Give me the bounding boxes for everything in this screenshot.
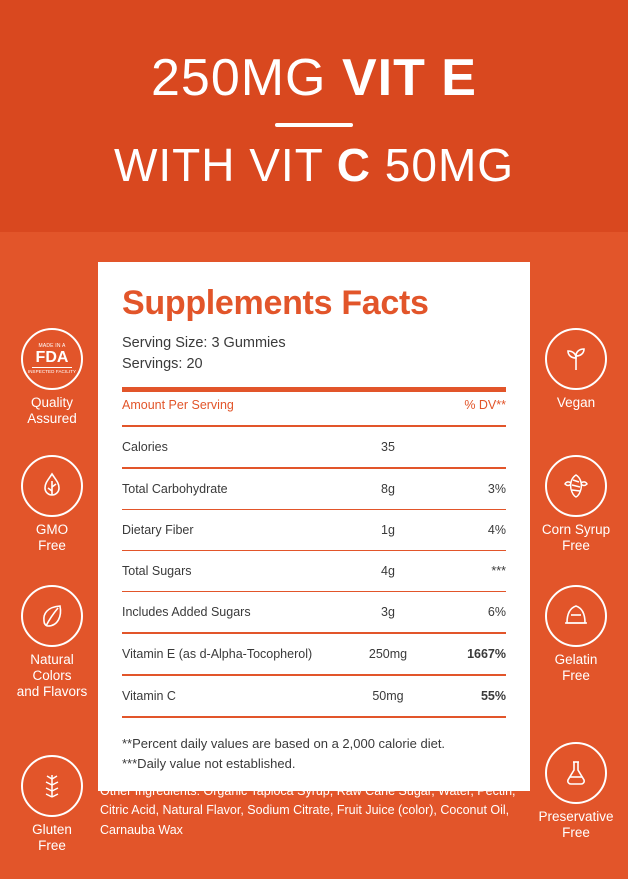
rule-1 — [122, 460, 506, 475]
table-row — [122, 433, 506, 460]
badge-corn-syrup-free — [528, 455, 624, 554]
badge-label-gelatin-free: Gelatin Free — [554, 652, 598, 684]
headline-secondary-prefix: WITH VIT — [113, 139, 337, 192]
row-amount-vitamin-c: 50mg — [372, 689, 404, 704]
corn-icon — [545, 455, 607, 517]
row-dv-total-carbohydrate: 3% — [487, 482, 506, 497]
row-amount-calories: 35 — [381, 440, 395, 455]
badge-label-preservative-free: Preservative Free — [538, 809, 614, 841]
header-band — [0, 0, 628, 232]
serving-size-label: Serving Size: — [122, 335, 208, 351]
sprout-icon — [545, 328, 607, 390]
rule-after-header — [122, 418, 506, 433]
fda-main-text: FDA — [35, 348, 69, 366]
headline-secondary-dose: 50MG — [371, 139, 515, 192]
row-name-calories: Calories — [122, 440, 168, 455]
badge-preservative-free — [528, 742, 624, 841]
fda-top-text: MADE IN A — [38, 342, 66, 349]
row-dv-added-sugars: 6% — [487, 605, 506, 620]
row-amount-vitamin-e: 250mg — [368, 647, 408, 662]
table-row — [122, 516, 506, 543]
badge-label-natural-colors: Natural Colors and Flavors — [16, 652, 88, 700]
serving-size-value: 3 Gummies — [211, 335, 286, 351]
headline-primary — [150, 48, 477, 107]
headline-secondary — [113, 139, 515, 192]
footnote-daily-values: **Percent daily values are based on a 2,000 calorie diet. — [122, 736, 446, 752]
badge-vegan — [528, 328, 624, 411]
servings-label: Servings: — [122, 356, 183, 373]
other-ingredients-text: Other Ingredients: Organic Tapioca Syrup, Raw Cane Sugar, Water, Pectin, Citric Acid, Natural Flavor, Sodium Citrate, Fruit Juice (color), Coconut Oil, Carnauba Wax — [100, 784, 516, 837]
leaf-drop-icon — [21, 455, 83, 517]
wheat-icon — [21, 755, 83, 817]
servings-line — [122, 354, 506, 375]
badge-label-gmo-free: GMO Free — [35, 522, 69, 554]
headline-primary-dose: 250MG — [150, 48, 342, 107]
rule-3 — [122, 543, 506, 557]
supplement-facts-title: Supplements Facts — [122, 284, 429, 322]
badge-label-quality-assured: Quality Assured — [27, 395, 77, 427]
fda-divider — [32, 367, 72, 368]
rule-5 — [122, 625, 506, 640]
table-row — [122, 598, 506, 625]
fda-sub-text: INSPECTED FACILITY — [27, 368, 77, 374]
row-amount-added-sugars: 3g — [381, 605, 395, 620]
row-dv-vitamin-c: 55% — [480, 689, 506, 704]
badge-label-corn-syrup-free: Corn Syrup Free — [541, 522, 611, 554]
table-row — [122, 475, 506, 502]
footnote-not-established: ***Daily value not established. — [122, 755, 296, 771]
badge-gluten-free — [4, 755, 100, 854]
row-dv-total-sugars: *** — [491, 564, 506, 579]
rule-6 — [122, 667, 506, 682]
fda-icon — [21, 328, 83, 390]
badge-label-gluten-free: Gluten Free — [32, 822, 72, 854]
row-name-vitamin-c: Vitamin C — [122, 689, 176, 704]
badge-quality-assured — [4, 328, 100, 427]
leaf-icon — [21, 585, 83, 647]
table-row — [122, 557, 506, 584]
rule-4 — [122, 584, 506, 598]
badge-gmo-free — [4, 455, 100, 554]
row-name-vitamin-e: Vitamin E (as d-Alpha-Tocopherol) — [122, 647, 313, 662]
flask-icon — [545, 742, 607, 804]
table-row — [122, 640, 506, 667]
header-divider — [275, 123, 353, 127]
table-row — [122, 682, 506, 709]
servings-value: 20 — [186, 356, 203, 373]
badge-gelatin-free — [528, 585, 624, 684]
row-dv-calories — [442, 433, 506, 460]
badge-natural-colors — [4, 585, 100, 701]
row-name-total-sugars: Total Sugars — [122, 564, 192, 579]
footnotes — [122, 734, 506, 773]
headline-primary-name: VIT E — [341, 48, 477, 107]
row-amount-total-carbohydrate: 8g — [381, 482, 395, 497]
nutrition-table — [122, 392, 506, 724]
headline-secondary-letter: C — [336, 139, 371, 192]
rule-2 — [122, 502, 506, 516]
row-amount-dietary-fiber: 1g — [381, 523, 395, 538]
header-daily-value: % DV** — [464, 398, 506, 413]
header-amount-per-serving: Amount Per Serving — [122, 398, 234, 413]
supplement-facts-panel — [98, 262, 530, 791]
header-spacer — [334, 392, 442, 418]
row-dv-dietary-fiber: 4% — [487, 523, 506, 538]
serving-size-line — [122, 333, 506, 354]
row-name-added-sugars: Includes Added Sugars — [122, 605, 251, 620]
badge-label-vegan: Vegan — [556, 395, 596, 410]
rule-7 — [122, 709, 506, 724]
gelatin-icon — [545, 585, 607, 647]
table-header-row — [122, 392, 506, 418]
row-name-total-carbohydrate: Total Carbohydrate — [122, 482, 228, 497]
row-name-dietary-fiber: Dietary Fiber — [122, 523, 194, 538]
row-dv-vitamin-e: 1667% — [467, 647, 506, 662]
row-amount-total-sugars: 4g — [381, 564, 395, 579]
